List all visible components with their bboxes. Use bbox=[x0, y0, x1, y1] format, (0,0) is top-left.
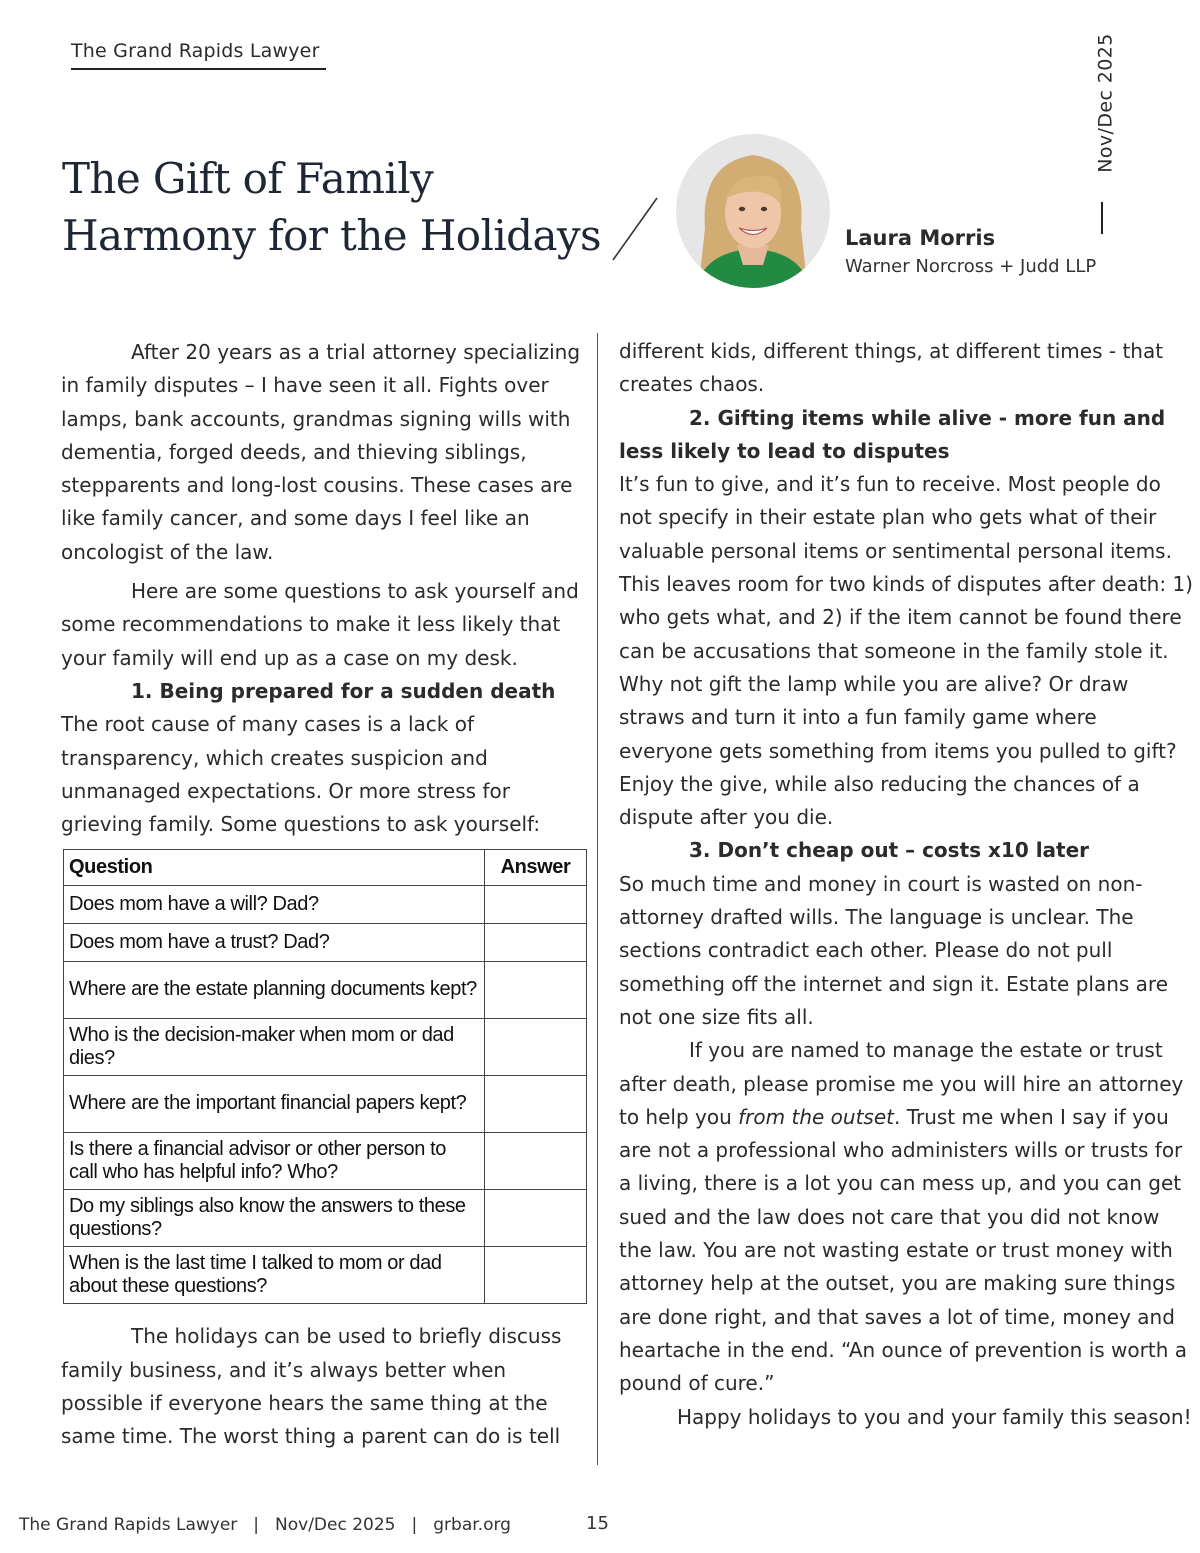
table-row bbox=[64, 1190, 587, 1247]
continued-paragraph: different kids, different things, at different times - that creates chaos. bbox=[619, 339, 1164, 397]
section-heading-1: 1. Being prepared for a sudden death bbox=[131, 678, 556, 703]
table-row bbox=[64, 924, 587, 962]
table-row bbox=[64, 886, 587, 924]
title-slash-divider bbox=[605, 192, 665, 264]
author-firm: Warner Norcross + Judd LLP bbox=[845, 256, 1097, 277]
advice-emphasis: from the outset bbox=[738, 1104, 894, 1129]
page-number: 15 bbox=[586, 1513, 609, 1534]
question-column-header: Question bbox=[64, 850, 485, 886]
section-heading-3: 3. Don’t cheap out – costs x10 later bbox=[689, 838, 1090, 863]
answer-cell bbox=[485, 886, 587, 924]
right-column bbox=[619, 335, 1193, 1434]
table-row bbox=[64, 1076, 587, 1133]
footer-separator: | bbox=[253, 1515, 260, 1535]
issue-date-vertical bbox=[1090, 30, 1122, 176]
closing-line: Happy holidays to you and your family this season! bbox=[677, 1404, 1192, 1429]
left-column bbox=[61, 336, 581, 1454]
intro-paragraph: After 20 years as a trial attorney specializing in family disputes – I have seen it all. Fights over lamps, bank accounts, grandmas signing wills with dementia, forged deeds, and thieving siblings, stepparents and long-lost cousins. These cases are like family cancer, and some days I feel like an oncologist of the law. bbox=[61, 340, 581, 564]
vertical-divider bbox=[1101, 202, 1103, 234]
author-photo bbox=[675, 133, 831, 289]
recommendations-paragraph: Here are some questions to ask yourself and some recommendations to make it less likely that your family will end up as a case on my desk. bbox=[61, 579, 579, 670]
footer-issue: Nov/Dec 2025 bbox=[275, 1515, 396, 1535]
table-row bbox=[64, 1133, 587, 1190]
question-cell: Where are the estate planning documents kept? bbox=[64, 962, 485, 1019]
answer-cell bbox=[485, 1247, 587, 1304]
masthead-underline bbox=[71, 68, 326, 70]
advice-text-start: If you are named to manage the estate or trust after death, please promise me you will hire an attorney to help you bbox=[619, 1038, 1184, 1129]
answer-column-header: Answer bbox=[485, 850, 587, 886]
answer-cell bbox=[485, 1019, 587, 1076]
question-cell: Is there a financial advisor or other person to call who has helpful info? Who? bbox=[64, 1133, 485, 1190]
attorney-advice-paragraph bbox=[619, 1034, 1193, 1400]
table-row bbox=[64, 1247, 587, 1304]
questions-table bbox=[63, 849, 587, 1304]
column-divider bbox=[597, 333, 598, 1465]
footer-website: grbar.org bbox=[433, 1515, 511, 1535]
section-heading-2: 2. Gifting items while alive - more fun and less likely to lead to disputes bbox=[619, 405, 1166, 463]
table-header-row bbox=[64, 850, 587, 886]
advice-text-end: . Trust me when I say if you are not a professional who administers wills or trusts for a living, there is a lot you can mess up, and you can get sued and the law does not care that you did not know the law. You are not wasting estate or trust money with attorney help at the outset, you are making sure things are done right, and that saves a lot of time, money and heartache in the end. “An ounce of prevention is worth a pound of cure.” bbox=[619, 1104, 1187, 1396]
issue-date-text: Nov/Dec 2025 bbox=[1095, 33, 1118, 173]
answer-cell bbox=[485, 924, 587, 962]
question-cell: When is the last time I talked to mom or dad about these questions? bbox=[64, 1247, 485, 1304]
question-cell: Does mom have a will? Dad? bbox=[64, 886, 485, 924]
footer-publication: The Grand Rapids Lawyer bbox=[19, 1515, 238, 1535]
footer bbox=[19, 1515, 511, 1535]
answer-cell bbox=[485, 1190, 587, 1247]
table-row bbox=[64, 962, 587, 1019]
section-2-paragraph: It’s fun to give, and it’s fun to receive. Most people do not specify in their estate plan who gets what of their valuable personal items or sentimental personal items. This leaves room for two kinds of disputes after death: 1) who gets what, and 2) if the item cannot be found there can be accusations that someone in the family stole it. Why not gift the lamp while you are alive? Or draw straws and turn it into a fun family game where everyone gets something from items you pulled to gift? Enjoy the give, while also reducing the chances of a dispute after you die. bbox=[619, 472, 1193, 830]
table-row bbox=[64, 1019, 587, 1076]
question-cell: Where are the important financial papers kept? bbox=[64, 1076, 485, 1133]
answer-cell bbox=[485, 1133, 587, 1190]
masthead: The Grand Rapids Lawyer bbox=[71, 40, 320, 62]
section-3-paragraph: So much time and money in court is wasted on non-attorney drafted wills. The language is unclear. The sections contradict each other. Please do not pull something off the internet and sign it. Estate plans are not one size fits all. bbox=[619, 871, 1168, 1029]
question-cell: Does mom have a trust? Dad? bbox=[64, 924, 485, 962]
title-line-2: Harmony for the Holidays bbox=[62, 211, 601, 260]
author-name: Laura Morris bbox=[845, 226, 996, 250]
answer-cell bbox=[485, 1076, 587, 1133]
question-cell: Do my siblings also know the answers to these questions? bbox=[64, 1190, 485, 1247]
answer-cell bbox=[485, 962, 587, 1019]
section-1-paragraph: The root cause of many cases is a lack of transparency, which creates suspicion and unmanaged expectations. Or more stress for grieving family. Some questions to ask yourself: bbox=[61, 712, 541, 837]
title-line-1: The Gift of Family bbox=[62, 154, 434, 203]
question-cell: Who is the decision-maker when mom or dad dies? bbox=[64, 1019, 485, 1076]
article-title bbox=[62, 150, 622, 264]
holidays-paragraph: The holidays can be used to briefly discuss family business, and it’s always better when possible if everyone hears the same thing at the same time. The worst thing a parent can do is tell bbox=[61, 1324, 562, 1449]
footer-separator: | bbox=[411, 1515, 418, 1535]
